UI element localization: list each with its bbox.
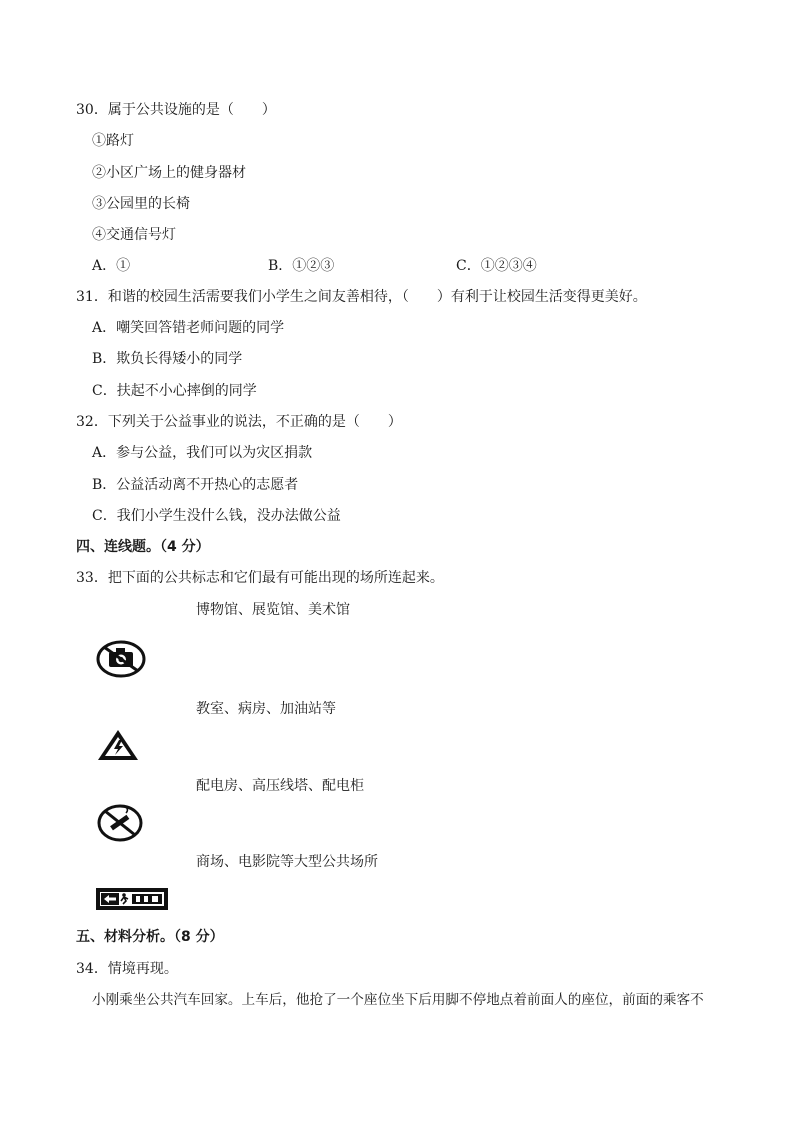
q30-item-4: ④交通信号灯 (92, 227, 176, 243)
q32-option-b: B．公益活动离不开热心的志愿者 (92, 477, 299, 493)
q31-option-a: A．嘲笑回答错老师问题的同学 (92, 320, 285, 336)
q34-stem: 34．情境再现。 (76, 961, 178, 977)
section4-heading: 四、连线题。（4 分） (76, 539, 210, 555)
q31-stem: 31．和谐的校园生活需要我们小学生之间友善相待，（ ）有利于让校园生活变得更美好。 (76, 289, 647, 305)
q32-option-c: C．我们小学生没什么钱，没办法做公益 (92, 508, 341, 524)
electric-hazard-icon (96, 728, 140, 762)
q30-stem: 30．属于公共设施的是（ ） (76, 102, 276, 118)
q31-option-c: C．扶起不小心摔倒的同学 (92, 383, 257, 399)
q30-item-3: ③公园里的长椅 (92, 196, 190, 212)
section5-heading: 五、材料分析。（8 分） (76, 929, 224, 945)
emergency-exit-icon (96, 888, 168, 910)
place-mall: 商场、电影院等大型公共场所 (196, 854, 378, 870)
q31-option-b: B．欺负长得矮小的同学 (92, 351, 243, 367)
q30-choice-a: A．① (92, 258, 131, 274)
no-smoking-icon (96, 803, 144, 843)
q34-paragraph: 小刚乘坐公共汽车回家。上车后，他抢了一个座位坐下后用脚不停地点着前面人的座位，前面的乘客不 (92, 992, 704, 1008)
q30-item-1: ①路灯 (92, 133, 134, 149)
no-photography-icon (96, 639, 146, 679)
place-museum: 博物馆、展览馆、美术馆 (196, 602, 350, 618)
q30-choice-c: C．①②③④ (456, 258, 537, 274)
q30-choice-b: B．①②③ (268, 258, 335, 274)
place-power-room: 配电房、高压线塔、配电柜 (196, 778, 364, 794)
q32-stem: 32．下列关于公益事业的说法，不正确的是（ ） (76, 414, 402, 430)
place-classroom: 教室、病房、加油站等 (196, 701, 336, 717)
q30-item-2: ②小区广场上的健身器材 (92, 165, 246, 181)
q33-stem: 33．把下面的公共标志和它们最有可能出现的场所连起来。 (76, 570, 444, 586)
q32-option-a: A．参与公益，我们可以为灾区捐款 (92, 445, 313, 461)
